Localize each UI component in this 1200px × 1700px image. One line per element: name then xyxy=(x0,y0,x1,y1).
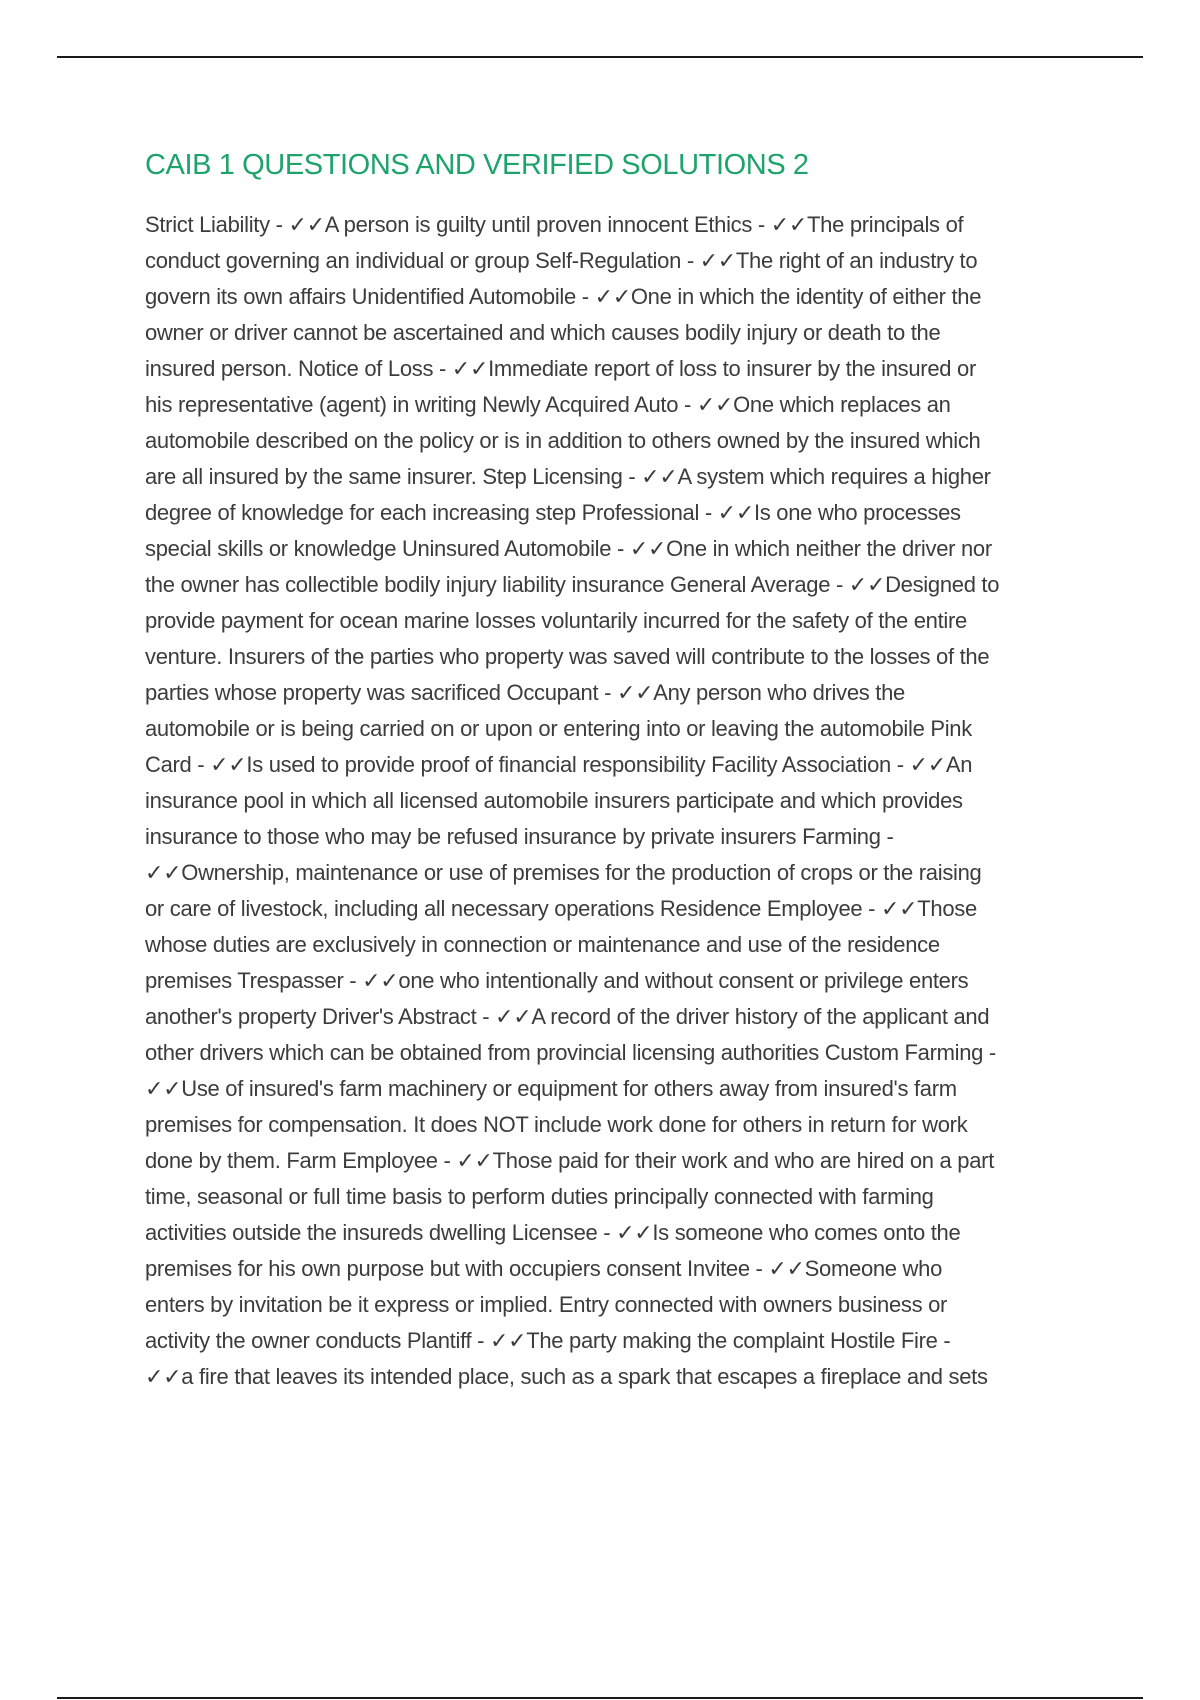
body-line: automobile or is being carried on or upon or entering into or leaving the automobile Pink xyxy=(145,716,972,741)
body-line: enters by invitation be it express or implied. Entry connected with owners business or xyxy=(145,1292,948,1317)
body-line: ✓✓Ownership, maintenance or use of premises for the production of crops or the raising xyxy=(145,860,982,885)
body-line: are all insured by the same insurer. Step Licensing - ✓✓A system which requires a higher xyxy=(145,464,991,489)
body-line: activities outside the insureds dwelling Licensee - ✓✓Is someone who comes onto the xyxy=(145,1220,961,1245)
body-line: Card - ✓✓Is used to provide proof of financial responsibility Facility Association - ✓✓An xyxy=(145,752,973,777)
body-line: the owner has collectible bodily injury liability insurance General Average - ✓✓Designed to xyxy=(145,572,1000,597)
body-line: activity the owner conducts Plantiff - ✓✓The party making the complaint Hostile Fire - xyxy=(145,1328,951,1353)
body-line: automobile described on the policy or is in addition to others owned by the insured which xyxy=(145,428,981,453)
body-line: whose duties are exclusively in connection or maintenance and use of the residence xyxy=(145,932,940,957)
header-rule xyxy=(57,56,1143,58)
body-line: other drivers which can be obtained from provincial licensing authorities Custom Farming - xyxy=(145,1040,996,1065)
body-line: venture. Insurers of the parties who property was saved will contribute to the losses of the xyxy=(145,644,990,669)
body-line: special skills or knowledge Uninsured Automobile - ✓✓One in which neither the driver nor xyxy=(145,536,992,561)
body-line: conduct governing an individual or group Self-Regulation - ✓✓The right of an industry to xyxy=(145,248,978,273)
body-line: premises for compensation. It does NOT include work done for others in return for work xyxy=(145,1112,968,1137)
body-line: degree of knowledge for each increasing step Professional - ✓✓Is one who processes xyxy=(145,500,961,525)
body-line: insured person. Notice of Loss - ✓✓Immediate report of loss to insurer by the insured or xyxy=(145,356,976,381)
body-line: owner or driver cannot be ascertained and which causes bodily injury or death to the xyxy=(145,320,941,345)
body-line: time, seasonal or full time basis to perform duties principally connected with farming xyxy=(145,1184,934,1209)
page-title: CAIB 1 QUESTIONS AND VERIFIED SOLUTIONS 2 xyxy=(145,149,809,181)
body-line: premises for his own purpose but with occupiers consent Invitee - ✓✓Someone who xyxy=(145,1256,943,1281)
body-line: or care of livestock, including all necessary operations Residence Employee - ✓✓Those xyxy=(145,896,977,921)
body-line: premises Trespasser - ✓✓one who intentionally and without consent or privilege enters xyxy=(145,968,969,993)
body-line: ✓✓Use of insured's farm machinery or equipment for others away from insured's farm xyxy=(145,1076,957,1101)
body-line: done by them. Farm Employee - ✓✓Those paid for their work and who are hired on a part xyxy=(145,1148,995,1173)
body-line: parties whose property was sacrificed Occupant - ✓✓Any person who drives the xyxy=(145,680,905,705)
body-line: Strict Liability - ✓✓A person is guilty until proven innocent Ethics - ✓✓The principals of xyxy=(145,212,964,237)
footer-rule xyxy=(57,1697,1143,1699)
body-line: provide payment for ocean marine losses voluntarily incurred for the safety of the entire xyxy=(145,608,967,633)
body-line: govern its own affairs Unidentified Automobile - ✓✓One in which the identity of either the xyxy=(145,284,982,309)
document-body xyxy=(145,207,1095,1395)
body-line: insurance pool in which all licensed automobile insurers participate and which provides xyxy=(145,788,963,813)
body-line: his representative (agent) in writing Newly Acquired Auto - ✓✓One which replaces an xyxy=(145,392,951,417)
body-line: insurance to those who may be refused insurance by private insurers Farming - xyxy=(145,824,894,849)
body-line: another's property Driver's Abstract - ✓✓A record of the driver history of the applicant and xyxy=(145,1004,990,1029)
body-line: ✓✓a fire that leaves its intended place, such as a spark that escapes a fireplace and sets xyxy=(145,1364,988,1389)
